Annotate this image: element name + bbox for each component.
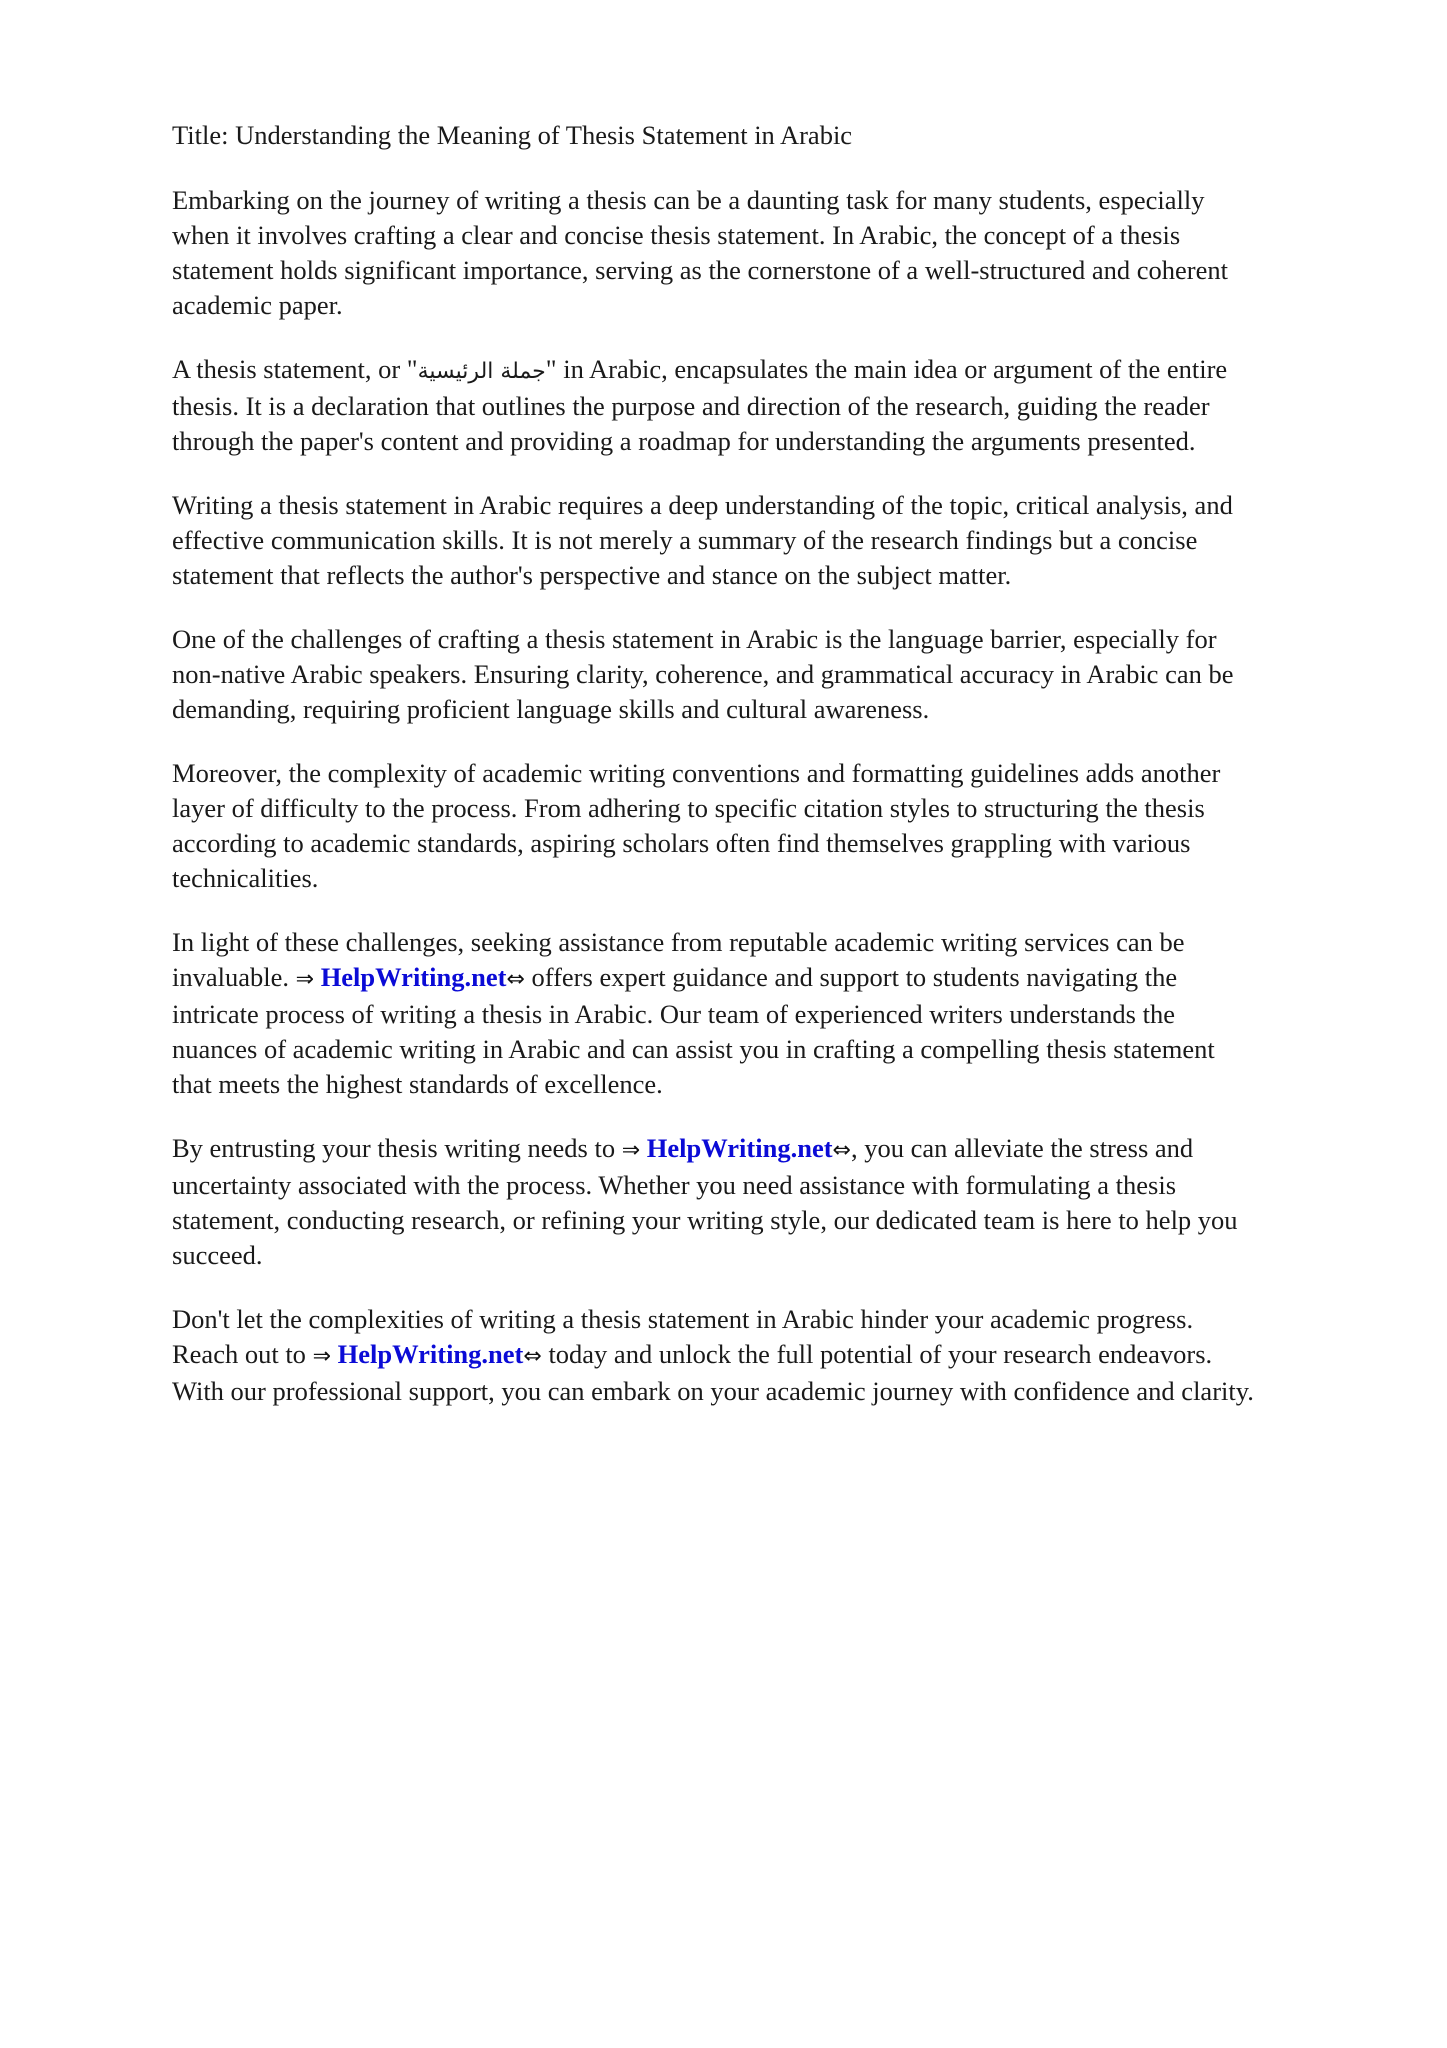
double-arrow-right-icon: ⇒: [312, 1344, 331, 1369]
text-line: non-native Arabic speakers. Ensuring clarity, coherence, and grammatical accuracy in Arabic can be: [172, 659, 1234, 689]
text-line: according to academic standards, aspiring scholars often find themselves grappling with various: [172, 828, 1191, 858]
text-line: One of the challenges of crafting a thesis statement in Arabic is the language barrier, especially for: [172, 624, 1217, 654]
document-page: [172, 118, 1402, 1438]
paragraph-challenges: [172, 622, 1402, 727]
text-line: Writing a thesis statement in Arabic requires a deep understanding of the topic, critical analysis, and: [172, 490, 1233, 520]
text-segment: " in Arabic, encapsulates the main idea or argument of the entire: [545, 354, 1228, 384]
paragraph-definition: [172, 352, 1402, 459]
text-segment: Reach out to: [172, 1339, 313, 1369]
double-arrow-right-icon: ⇒: [295, 967, 315, 992]
text-line: [172, 1131, 1402, 1168]
paragraph-entrusting: [172, 1131, 1402, 1273]
text-line: succeed.: [172, 1240, 263, 1270]
double-arrow-both-icon: ⇔: [506, 967, 525, 992]
text-segment: By entrusting your thesis writing needs to: [172, 1133, 622, 1163]
text-segment: today and unlock the full potential of your research endeavors.: [541, 1339, 1213, 1369]
text-line: statement that reflects the author's perspective and stance on the subject matter.: [172, 560, 1012, 590]
text-segment: offers expert guidance and support to students navigating the: [524, 962, 1178, 992]
text-line: thesis. It is a declaration that outlines the purpose and direction of the research, guiding the reader: [172, 391, 1210, 421]
text-line: uncertainty associated with the process. Whether you need assistance with formulating a thesis: [172, 1170, 1177, 1200]
paragraph-assistance: [172, 925, 1402, 1102]
text-segment: invaluable.: [172, 962, 296, 992]
text-line: In light of these challenges, seeking assistance from reputable academic writing services can be: [172, 927, 1185, 957]
helpwriting-link[interactable]: HelpWriting.net: [337, 1339, 524, 1369]
text-line: through the paper's content and providing a roadmap for understanding the arguments presented.: [172, 426, 1196, 456]
paragraph-requirements: [172, 488, 1402, 593]
text-line: With our professional support, you can embark on your academic journey with confidence and clarity.: [172, 1376, 1254, 1406]
arabic-term: جملة الرئيسية: [417, 359, 546, 384]
text-line: Don't let the complexities of writing a thesis statement in Arabic hinder your academic progress.: [172, 1304, 1194, 1334]
helpwriting-link[interactable]: HelpWriting.net: [646, 1133, 833, 1163]
text-line: that meets the highest standards of excellence.: [172, 1069, 663, 1099]
double-arrow-both-icon: ⇔: [832, 1138, 851, 1163]
text-line: statement, conducting research, or refining your writing style, our dedicated team is here to help you: [172, 1205, 1238, 1235]
text-line: nuances of academic writing in Arabic and can assist you in crafting a compelling thesis statement: [172, 1034, 1215, 1064]
text-line: statement holds significant importance, serving as the cornerstone of a well-structured and coherent: [172, 255, 1228, 285]
text-line: [172, 352, 1402, 389]
paragraph-closing: [172, 1302, 1402, 1409]
text-line: when it involves crafting a clear and concise thesis statement. In Arabic, the concept of a thesis: [172, 220, 1181, 250]
text-line: intricate process of writing a thesis in Arabic. Our team of experienced writers understands the: [172, 999, 1175, 1029]
text-line: technicalities.: [172, 863, 319, 893]
paragraph-complexity: [172, 756, 1402, 896]
text-line: effective communication skills. It is not merely a summary of the research findings but a concise: [172, 525, 1198, 555]
helpwriting-link[interactable]: HelpWriting.net: [320, 962, 507, 992]
paragraph-intro: [172, 183, 1402, 323]
text-line: layer of difficulty to the process. From adhering to specific citation styles to structuring the thesis: [172, 793, 1205, 823]
text-segment: A thesis statement, or ": [172, 354, 418, 384]
text-line: demanding, requiring proficient language skills and cultural awareness.: [172, 694, 930, 724]
double-arrow-right-icon: ⇒: [621, 1138, 641, 1163]
text-line: [172, 1337, 1402, 1374]
text-line: [172, 960, 1402, 997]
text-line: academic paper.: [172, 290, 343, 320]
double-arrow-both-icon: ⇔: [523, 1344, 542, 1369]
document-title: Title: Understanding the Meaning of Thesis Statement in Arabic: [172, 120, 853, 150]
text-line: Moreover, the complexity of academic writing conventions and formatting guidelines adds another: [172, 758, 1221, 788]
text-segment: , you can alleviate the stress and: [850, 1133, 1194, 1163]
text-line: Embarking on the journey of writing a thesis can be a daunting task for many students, especially: [172, 185, 1205, 215]
